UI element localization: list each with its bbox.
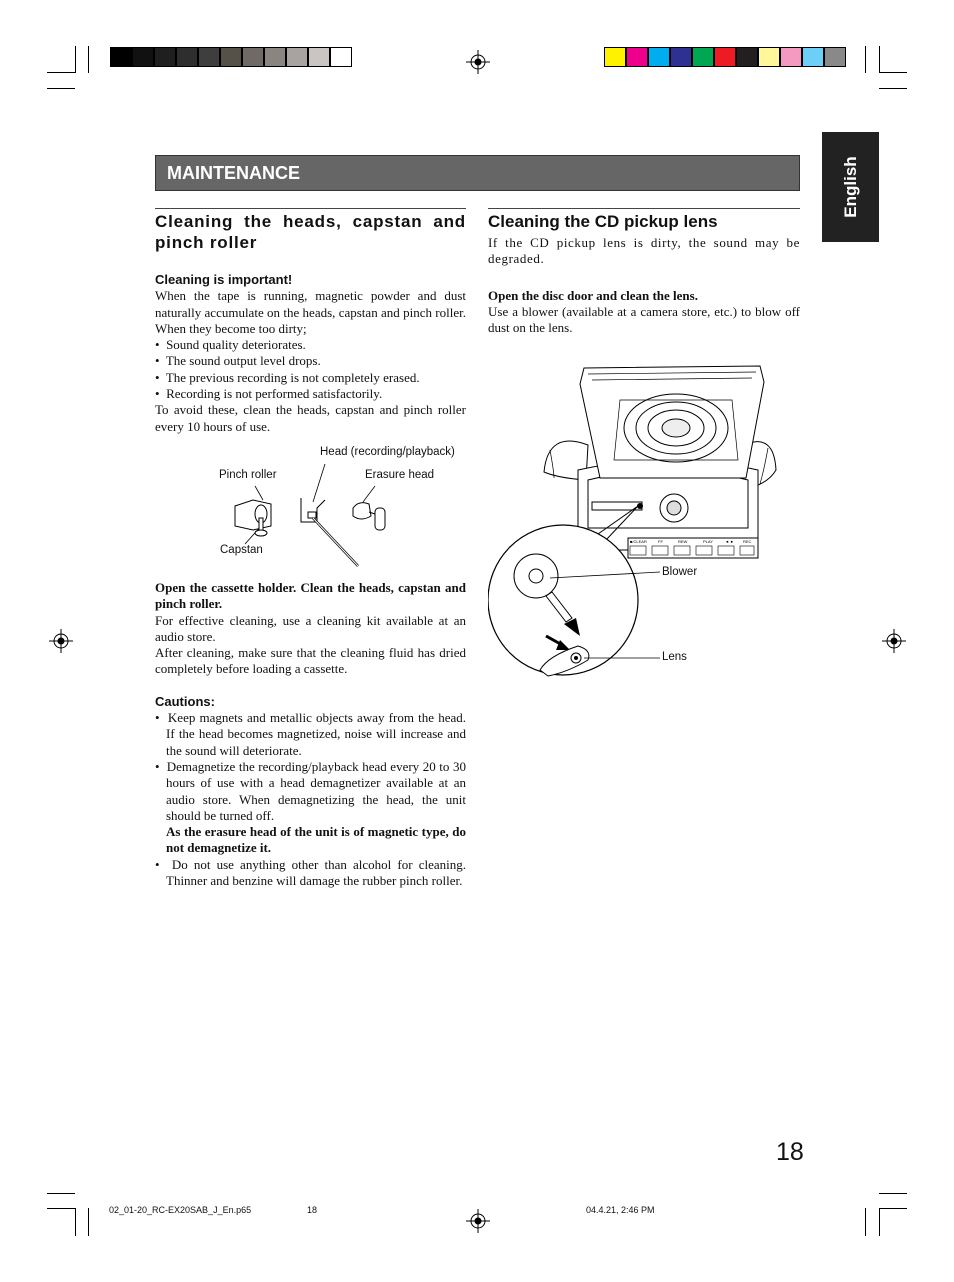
color-swatch <box>714 47 736 67</box>
color-swatch <box>648 47 670 67</box>
right-heading: Cleaning the CD pickup lens <box>488 212 718 231</box>
registration-mark-top <box>466 50 490 74</box>
color-swatch <box>736 47 758 67</box>
color-swatch <box>110 47 132 67</box>
color-swatch <box>604 47 626 67</box>
open-cassette-instruction: Open the cassette holder. Clean the heads, capstan and pinch roller. <box>155 580 466 612</box>
list-item: • The previous recording is not completely erased. <box>155 369 420 385</box>
svg-text:■/CLEAR: ■/CLEAR <box>630 539 647 544</box>
color-swatch <box>758 47 780 67</box>
caution-bold-note: As the erasure head of the unit is of magnetic type, do not demagnetize it. <box>166 824 466 856</box>
color-swatch <box>132 47 154 67</box>
cd-intro: If the CD pickup lens is dirty, the sound may be degraded. <box>488 235 800 267</box>
registration-mark-bottom <box>466 1209 490 1233</box>
caution-item: • Do not use anything other than alcohol for cleaning. Thinner and benzine will damage the rubber pinch roller. <box>155 856 466 889</box>
color-swatch <box>154 47 176 67</box>
color-swatch <box>198 47 220 67</box>
language-tab <box>822 132 879 242</box>
caution-item: • Demagnetize the recording/playback head every 20 to 30 hours of use with a head demagnetizer available at an audio store. When demagnetizing the head, the unit should be turned off. <box>155 758 466 823</box>
color-swatch <box>626 47 648 67</box>
right-heading-rule <box>488 208 800 209</box>
label-pinch-roller: Pinch roller <box>219 469 277 481</box>
label-erasure-head: Erasure head <box>365 469 435 481</box>
svg-text:FF: FF <box>658 539 663 544</box>
label-blower: Blower <box>662 566 698 578</box>
color-swatch <box>220 47 242 67</box>
important-title: Cleaning is important! <box>155 272 293 287</box>
label-head: Head (recording/playback) <box>320 446 455 458</box>
color-swatch <box>692 47 714 67</box>
color-swatch <box>176 47 198 67</box>
svg-text:REW: REW <box>678 539 688 544</box>
color-swatch <box>286 47 308 67</box>
right-column-body <box>488 235 800 336</box>
heads-illustration <box>225 456 395 571</box>
left-column-body-1 <box>155 272 466 435</box>
label-capstan: Capstan <box>220 544 263 556</box>
svg-text:REC: REC <box>743 539 752 544</box>
color-swatch <box>780 47 802 67</box>
footer-page: 18 <box>307 1205 318 1215</box>
page-number: 18 <box>776 1138 804 1166</box>
color-swatch <box>264 47 286 67</box>
list-item: • The sound output level drops. <box>155 353 321 369</box>
color-swatch <box>330 47 352 67</box>
left-heading-rule <box>155 208 466 209</box>
svg-text:PLAY: PLAY <box>703 539 713 544</box>
color-swatch <box>308 47 330 67</box>
registration-mark-right <box>882 629 906 653</box>
svg-text:◄ ►: ◄ ► <box>725 539 735 544</box>
section-title-bar <box>155 155 800 191</box>
language-tab-label: English <box>840 156 860 218</box>
after-cleaning-text: After cleaning, make sure that the cleaning fluid has dried completely before loading a cassette. <box>155 645 466 677</box>
avoid-text: To avoid these, clean the heads, capstan and pinch roller every 10 hours of use. <box>155 402 466 434</box>
registration-mark-left <box>49 629 73 653</box>
list-item: • Sound quality deteriorates. <box>155 337 306 353</box>
cd-lens-illustration <box>488 360 778 690</box>
color-swatch <box>242 47 264 67</box>
left-column-body-2 <box>155 580 466 889</box>
section-title: MAINTENANCE <box>167 163 300 183</box>
color-swatch <box>670 47 692 67</box>
list-item: • Recording is not performed satisfactorily. <box>155 386 383 402</box>
kit-text: For effective cleaning, use a cleaning kit available at an audio store. <box>155 612 466 644</box>
footer-date: 04.4.21, 2:46 PM <box>586 1205 655 1215</box>
footer-filename: 02_01-20_RC-EX20SAB_J_En.p65 <box>109 1205 252 1215</box>
important-text: When the tape is running, magnetic powder and dust naturally accumulate on the heads, capstan and pinch roller. When they become too dirty; <box>155 288 466 336</box>
color-swatch <box>824 47 846 67</box>
left-heading: Cleaning the heads, capstan and pinch roller <box>155 212 466 252</box>
cautions-title: Cautions: <box>155 693 215 709</box>
label-lens: Lens <box>662 651 687 663</box>
blower-text: Use a blower (available at a camera store, etc.) to blow off dust on the lens. <box>488 303 800 336</box>
caution-item: • Keep magnets and metallic objects away from the head. If the head becomes magnetized, noise will increase and the sound will deteriorate. <box>155 710 466 758</box>
open-door-instruction: Open the disc door and clean the lens. <box>488 287 698 303</box>
color-swatch <box>802 47 824 67</box>
